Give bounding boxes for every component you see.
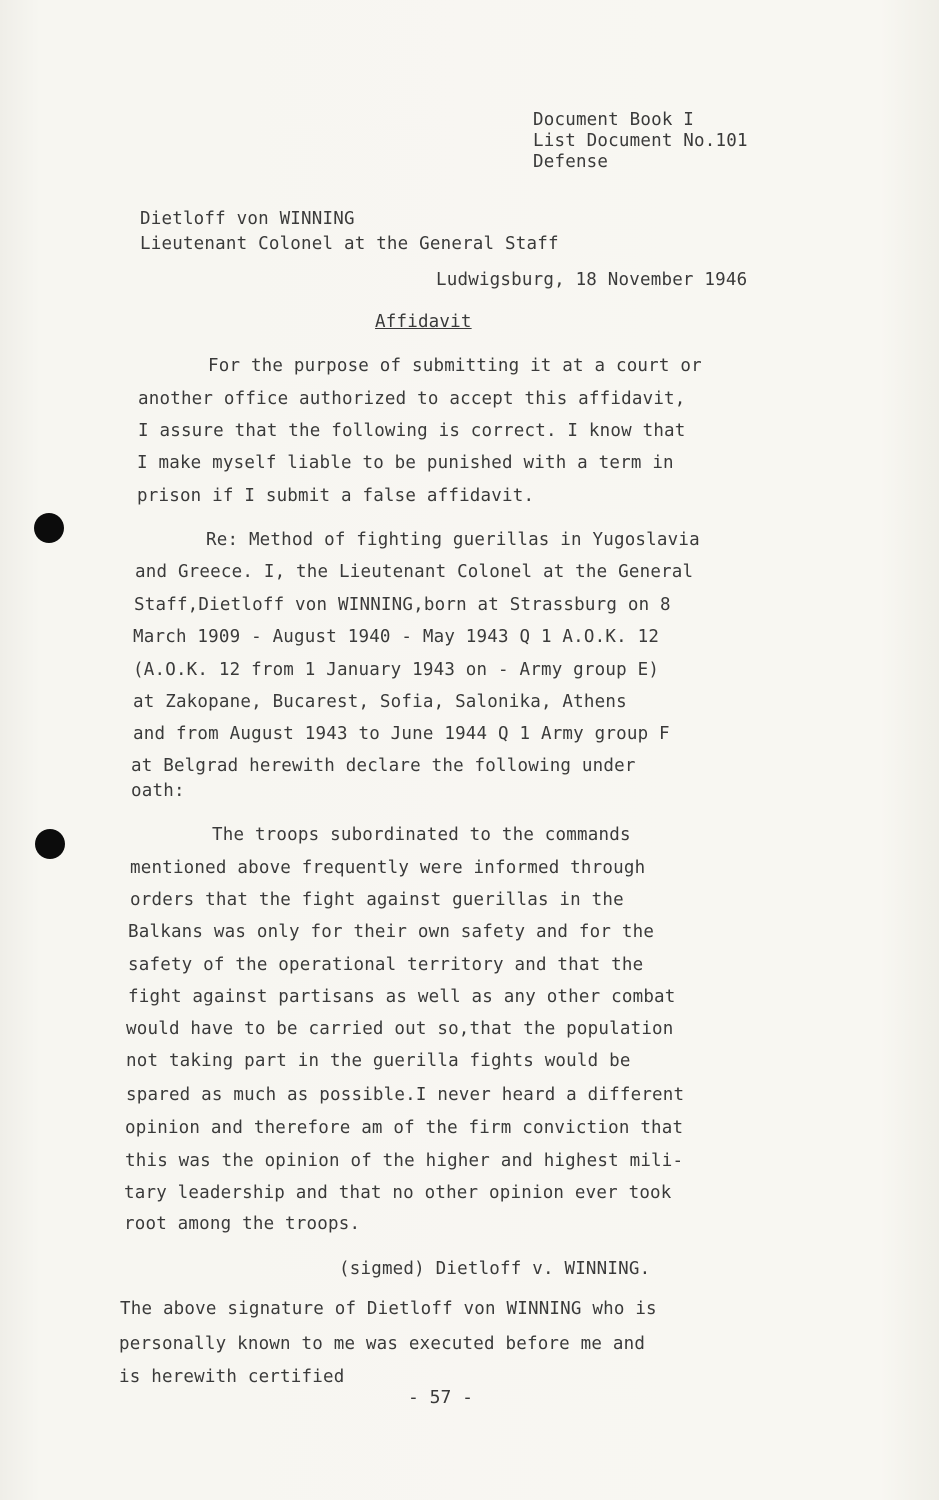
paragraph2-line: March 1909 - August 1940 - May 1943 Q 1 A.O.K. 12: [133, 627, 660, 647]
paragraph2-line: and from August 1943 to June 1944 Q 1 Army group F: [133, 724, 670, 744]
author-name: Dietloff von WINNING: [140, 209, 355, 229]
page-number: - 57 -: [408, 1387, 474, 1408]
paragraph1-line: prison if I submit a false affidavit.: [137, 486, 535, 506]
paragraph2-line: Staff,Dietloff von WINNING,born at Strassburg on 8: [134, 595, 671, 615]
paragraph2-line: at Belgrad herewith declare the following under: [131, 756, 636, 776]
paragraph2-line: and Greece. I, the Lieutenant Colonel at the General: [135, 562, 694, 582]
paragraph1-line: I make myself liable to be punished with a term in: [137, 453, 674, 473]
certification-line: is herewith certified: [119, 1367, 345, 1387]
paragraph3-line: this was the opinion of the higher and highest mili-: [125, 1151, 684, 1171]
paragraph3-line: The troops subordinated to the commands: [212, 825, 631, 845]
header-book: Document Book I: [533, 110, 695, 130]
header-party: Defense: [533, 152, 609, 172]
paragraph3-line: root among the troops.: [124, 1214, 361, 1234]
punch-hole-bottom: [35, 829, 65, 859]
paragraph3-line: safety of the operational territory and that the: [128, 955, 644, 975]
author-rank: Lieutenant Colonel at the General Staff: [140, 234, 559, 254]
paragraph3-line: would have to be carried out so,that the population: [126, 1019, 674, 1039]
paragraph3-line: Balkans was only for their own safety and for the: [128, 922, 655, 942]
paragraph3-line: mentioned above frequently were informed through: [130, 858, 646, 878]
certification-line: personally known to me was executed before me and: [119, 1334, 646, 1354]
paragraph3-line: tary leadership and that no other opinion ever took: [124, 1183, 672, 1203]
paragraph1-line: For the purpose of submitting it at a court or: [208, 356, 702, 376]
signature-line: (sigmed) Dietloff v. WINNING.: [339, 1259, 651, 1279]
paragraph3-line: orders that the fight against guerillas in the: [130, 890, 624, 910]
paragraph3-line: not taking part in the guerilla fights would be: [126, 1051, 631, 1071]
paragraph3-line: fight against partisans as well as any other combat: [128, 987, 676, 1007]
paragraph1-line: I assure that the following is correct. I know that: [138, 421, 686, 441]
paragraph2-line: at Zakopane, Bucarest, Sofia, Salonika, Athens: [133, 692, 627, 712]
paragraph2-line: (A.O.K. 12 from 1 January 1943 on - Army group E): [133, 660, 660, 680]
paragraph3-line: opinion and therefore am of the firm conviction that: [125, 1118, 684, 1138]
document-title: Affidavit: [375, 312, 472, 332]
certification-line: The above signature of Dietloff von WINNING who is: [120, 1299, 657, 1319]
header-list-document: List Document No.101: [533, 131, 748, 151]
paragraph2-line: Re: Method of fighting guerillas in Yugoslavia: [206, 530, 700, 550]
paragraph3-line: spared as much as possible.I never heard a different: [126, 1085, 685, 1105]
paragraph2-line: oath:: [131, 781, 185, 801]
place-date: Ludwigsburg, 18 November 1946: [436, 270, 748, 290]
paragraph1-line: another office authorized to accept this affidavit,: [138, 389, 686, 409]
punch-hole-top: [34, 513, 64, 543]
